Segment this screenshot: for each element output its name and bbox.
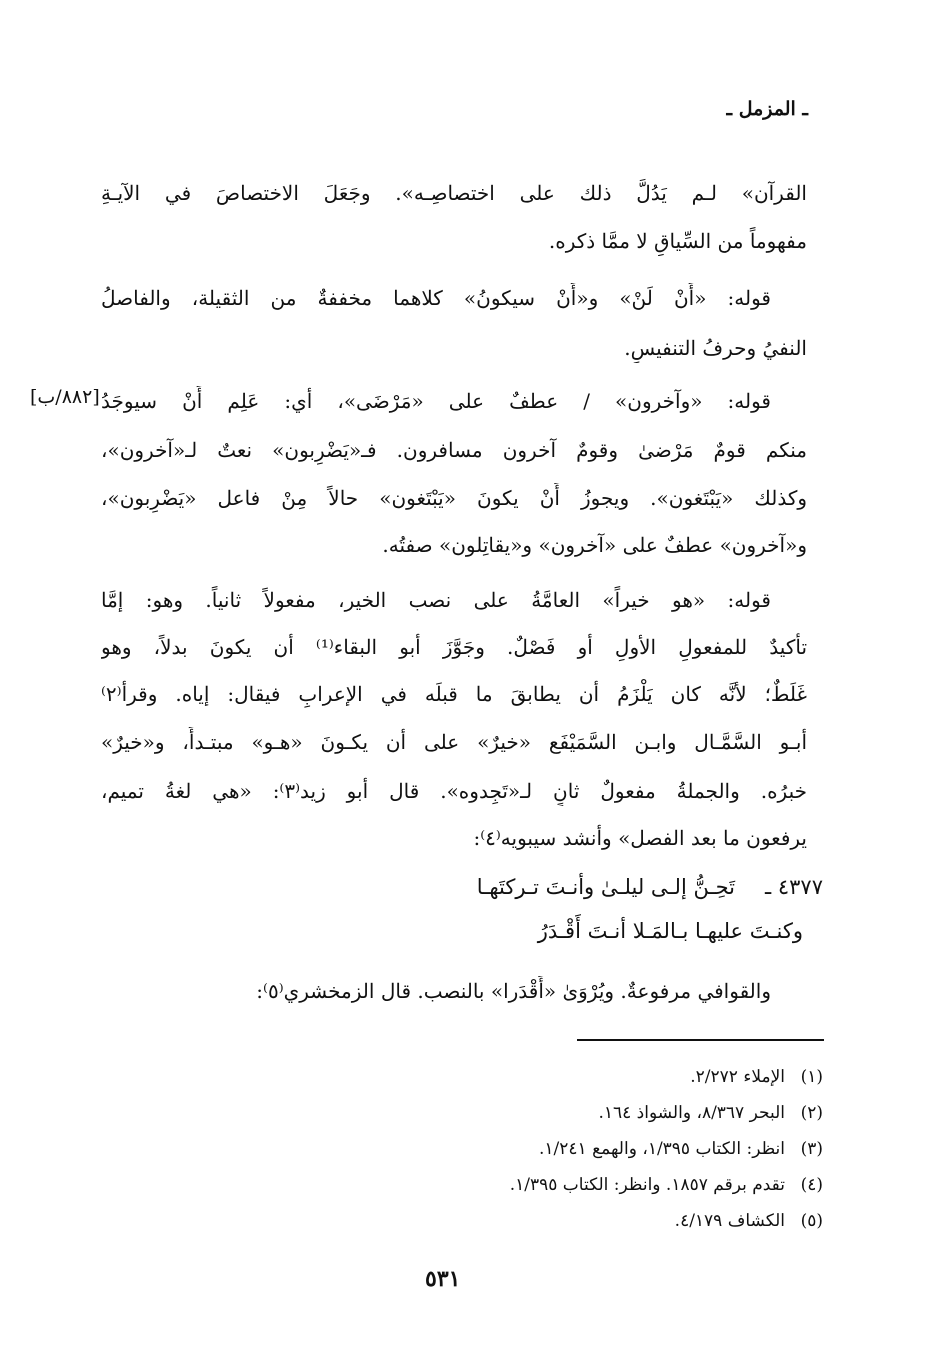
body-line: وكذلك «يَبْتَغون». ويجوزُ أَنْ يكونَ «يَبْتَغون» حالاً مِنْ فاعل «يَضْرِبون»، (101, 486, 807, 510)
body-line: منكم قومٌ مَرْضىٰ وقومٌ آخرون مسافرون. فـ«يَضْرِبون» نعتٌ لـ«آخرون»، (101, 438, 807, 462)
body-line: قوله: «أَنْ لَنْ» و«أَنْ سيكونُ» كلاهما مخففةٌ من الثقيلة، والفاصلُ (101, 286, 771, 310)
verse-number: ٤٣٧٧ ـ (765, 875, 823, 899)
footnote (598, 1100, 823, 1126)
body-line: والقوافي مرفوعةٌ. ويُرْوَىٰ «أَقْدَرا» بالنصب. قال الزمخشري⁽٥⁾: (256, 979, 771, 1003)
footnote-number: (١) (800, 1067, 823, 1087)
footnote-number: (٤) (800, 1175, 823, 1195)
footnote-text: انظر: الكتاب ١/٣٩٥، والهمع ١/٢٤١. (539, 1139, 785, 1159)
body-line: النفيُ وحرفُ التنفيسِ. (624, 336, 807, 360)
body-line: القرآن» لـم يَدُلَّ ذلك على اختصاصِـه». وجَعَلَ الاختصاصَ في الآيـةِ (101, 181, 807, 205)
footnote-text: الإملاء ٢/٢٧٢. (690, 1067, 785, 1087)
body-line: تأكيدٌ للمفعولِ الأولِ أو فَصْلٌ. وجَوَّزَ أبو البقاء⁽¹⁾ أن يكونَ بدلاً، وهو (101, 635, 807, 659)
footnote (690, 1064, 823, 1090)
footnote-text: تقدم برقم ١٨٥٧. وانظر: الكتاب ١/٣٩٥. (509, 1175, 785, 1195)
footnote (675, 1208, 823, 1234)
body-line: قوله: «هو خيراً» العامَّةُ على نصب الخير، مفعولاً ثانياً. وهو: إمَّا (101, 588, 771, 612)
footnote-separator (577, 1039, 824, 1041)
footnote-text: الكشاف ٤/١٧٩. (674, 1211, 785, 1231)
footnote-number: (٣) (800, 1139, 823, 1159)
body-line: خبرُه. والجملةُ مفعولٌ ثانٍ لـ«تَجِدوه». قال أبو زيد⁽٣⁾: «هي لغةُ تميم، (101, 779, 807, 803)
verse-first-hemistich: تَحِـنُّ إلـى ليلـىٰ وأنـتَ تـركتَهـا (476, 875, 735, 899)
body-line: غَلَطٌ؛ لأنَّه كان يَلْزَمُ أن يطابقَ ما قبلَه في الإعرابِ فيقال: إياه. وقرأ⁽٢⁾ (101, 682, 807, 706)
page-number: ٥٣١ (425, 1266, 461, 1292)
body-line: و«آخرون» عطفٌ على «آخرون» و«يقاتِلون» صفتُه. (382, 533, 807, 557)
footnote-number: (٥) (800, 1211, 823, 1231)
manuscript-folio-reference: [٨٨٢/ب] (30, 386, 100, 408)
running-header: ـ المزمل ـ (726, 98, 808, 120)
body-line: مفهوماً من السِّياقِ لا ممَّا ذكره. (548, 229, 807, 253)
verse-second-hemistich: وكنـتَ عليهـا بـالمَـلا أنـتَ أَقْـدَرُ (537, 919, 803, 943)
body-line: أبـو السَّمَّـال وابـن السَّمَيْفَع «خيرٌ» على أن يكـونَ «هـو» مبتـدأً، و«خيرٌ» (101, 730, 807, 754)
footnote-number: (٢) (800, 1103, 823, 1123)
footnote-text: البحر ٨/٣٦٧، والشواذ ١٦٤. (598, 1103, 785, 1123)
body-line: قوله: «وآخرون» / عطفٌ على «مَرْضَى»، أي: عَلِم أَنْ سيوجَدُ (101, 389, 771, 413)
body-line: يرفعون ما بعد الفصل» وأنشد سيبويه⁽٤⁾: (473, 826, 807, 850)
footnote (510, 1172, 823, 1198)
footnote (539, 1136, 823, 1162)
